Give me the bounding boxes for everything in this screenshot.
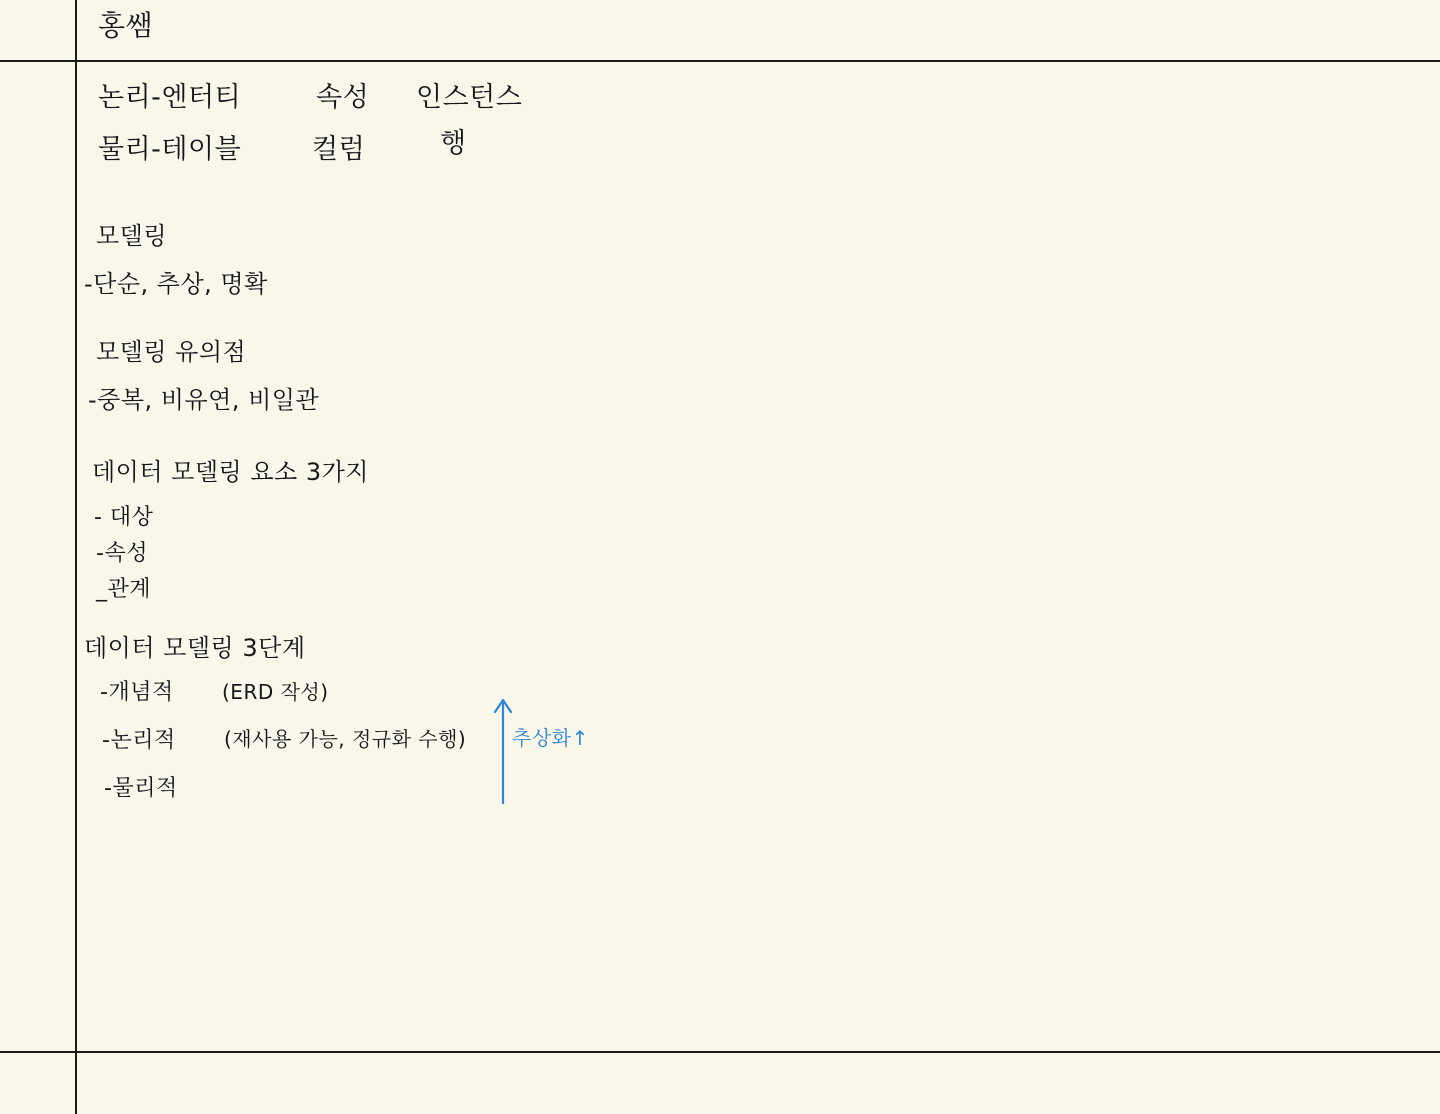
element-item-attribute: -속성 [96, 541, 148, 566]
physical-label: 물리-테이블 [98, 134, 242, 165]
abstraction-arrow-icon [490, 695, 600, 810]
header-rule [0, 60, 1440, 62]
abstraction-label: 추상화↑ [512, 726, 589, 750]
physical-row: 행 [440, 128, 467, 159]
cautions-items: -중복, 비유연, 비일관 [88, 386, 320, 414]
modeling-features: -단순, 추상, 명확 [84, 270, 268, 298]
physical-column: 컬럼 [312, 134, 366, 165]
margin-line [75, 0, 77, 1114]
logical-instance: 인스턴스 [416, 82, 523, 113]
stage-logical-note: (재사용 가능, 정규화 수행) [224, 727, 467, 751]
logical-label: 논리-엔터티 [98, 82, 242, 113]
stage-conceptual: -개념적 [100, 680, 174, 705]
cautions-heading: 모델링 유의점 [96, 338, 247, 366]
modeling-heading: 모델링 [96, 222, 168, 250]
stage-logical: -논리적 [102, 728, 176, 753]
element-item-target: - 대상 [94, 505, 154, 530]
elements-heading: 데이터 모델링 요소 3가지 [92, 458, 369, 486]
footer-rule [0, 1051, 1440, 1053]
page-title: 홍쌤 [98, 9, 154, 42]
stage-physical: -물리적 [104, 776, 178, 801]
element-item-relation: _관계 [96, 577, 152, 602]
stages-heading: 데이터 모델링 3단계 [84, 634, 306, 662]
stage-conceptual-note: (ERD 작성) [222, 680, 329, 704]
logical-attribute: 속성 [316, 82, 370, 113]
